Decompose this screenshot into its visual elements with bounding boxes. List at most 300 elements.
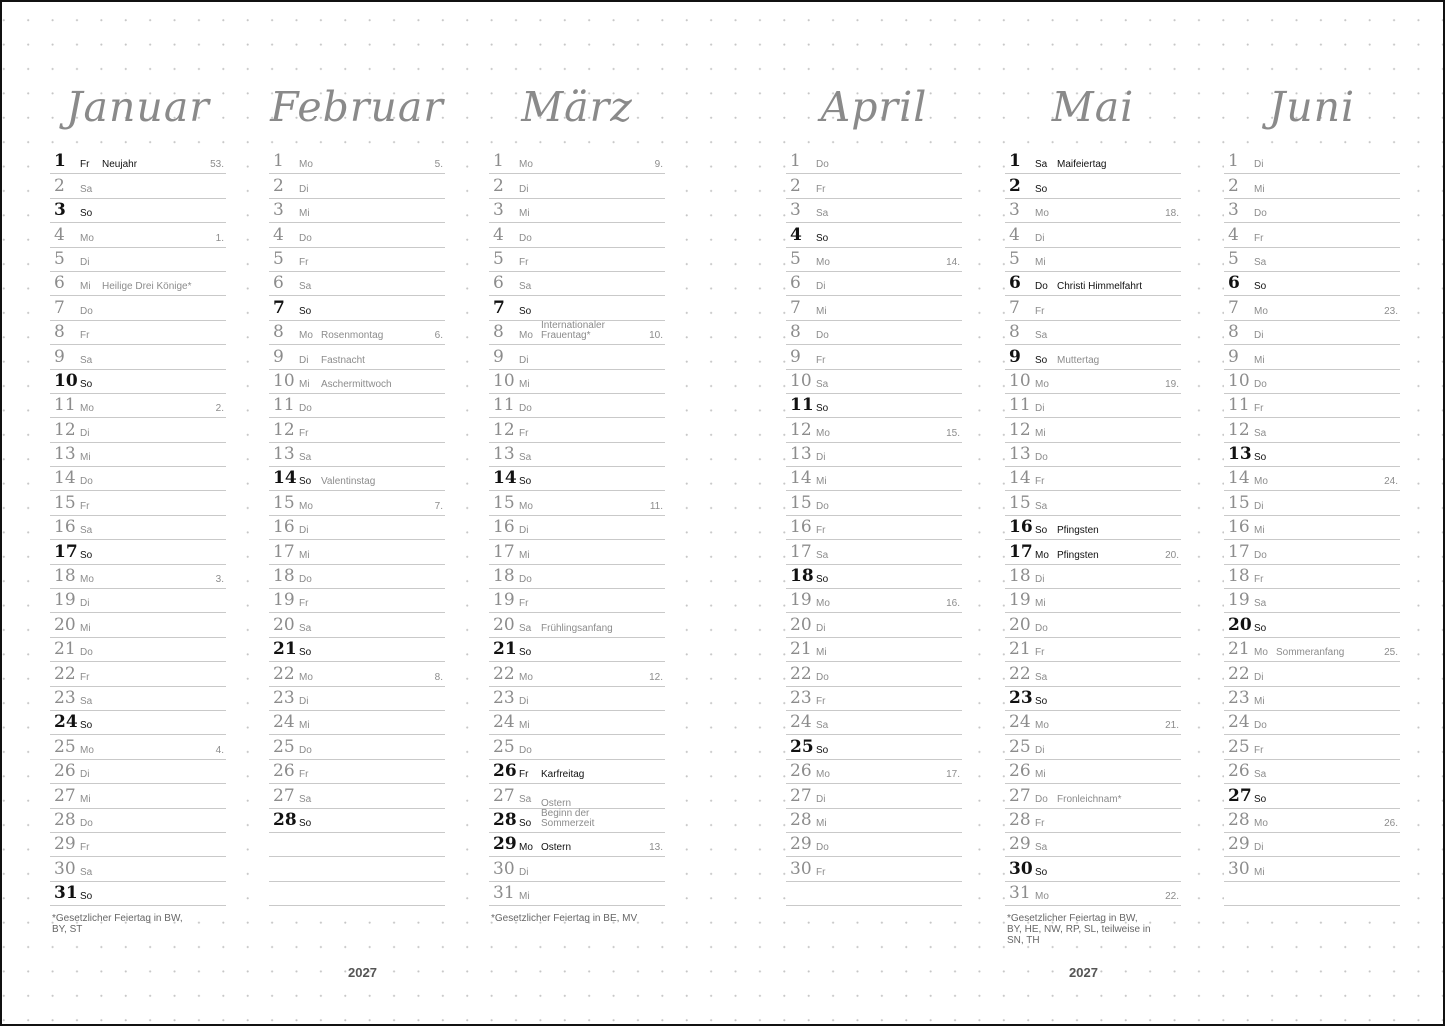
day-number: 9 [1228,346,1239,367]
weekday: Di [1254,500,1264,512]
day-number: 27 [54,785,76,806]
weekday: Di [80,769,90,781]
weekday: Mo [1254,647,1268,659]
week-number: 16. [946,598,960,610]
day-number: 22 [1228,663,1250,684]
weekday: Sa [816,208,829,220]
day-row [489,199,665,223]
day-row [50,882,226,906]
day-number: 3 [1009,200,1020,221]
weekday: Fr [1254,403,1264,415]
day-number: 15 [790,492,812,513]
week-number: 25. [1384,647,1398,659]
day-row [1005,882,1181,906]
weekday: Sa [299,622,312,634]
weekday: Mo [1035,891,1049,903]
day-row [1005,174,1181,198]
week-number: 19. [1165,378,1179,390]
day-number: 15 [493,492,515,513]
weekday: Di [80,598,90,610]
day-row [1224,687,1400,711]
day-number: 9 [1009,346,1021,367]
day-number: 13 [1228,444,1252,465]
weekday: Fr [80,842,90,854]
weekday: Mi [299,549,310,561]
day-number: 21 [790,639,812,660]
weekday: Mi [519,891,530,903]
day-number: 7 [273,297,285,318]
day-row [786,784,962,808]
day-number: 1 [1228,151,1239,172]
day-row [1224,613,1400,637]
week-number: 22. [1165,891,1179,903]
footnote-januar: *Gesetzlicher Feiertag in BW, BY, ST [52,913,183,935]
day-number: 6 [790,273,801,294]
day-row [1224,370,1400,394]
weekday: Do [519,232,532,244]
day-row [269,418,445,442]
day-row [1224,443,1400,467]
day-number: 7 [790,297,801,318]
week-number: 14. [946,256,960,268]
weekday: Mi [299,378,310,390]
day-number: 12 [273,419,295,440]
day-row [489,248,665,272]
weekday: So [519,305,532,317]
day-row [1224,857,1400,881]
day-row [50,760,226,784]
weekday: Fr [816,525,826,537]
day-row [50,223,226,247]
month-januar [50,62,226,904]
weekday: Sa [1035,500,1048,512]
day-row [50,735,226,759]
weekday: So [816,574,829,586]
day-row [1224,150,1400,174]
day-row [1224,223,1400,247]
weekday: Sa [299,793,312,805]
weekday: Mi [1035,769,1046,781]
holiday-label: Heilige Drei Könige* [102,281,192,293]
day-row [1224,345,1400,369]
day-row [50,467,226,491]
day-number: 20 [1228,614,1252,635]
day-row [786,370,962,394]
weekday: Mo [299,159,313,171]
weekday: So [816,403,829,415]
weekday: Do [1035,281,1048,293]
day-number: 15 [54,492,76,513]
day-row [1224,540,1400,564]
day-row [1005,540,1181,564]
day-number: 28 [54,809,76,830]
day-row [1224,394,1400,418]
weekday: Mi [80,793,91,805]
day-number: 4 [493,224,504,245]
weekday: Di [816,281,826,293]
weekday: Fr [816,183,826,195]
day-number: 6 [54,273,65,294]
day-number: 28 [273,809,297,830]
month-maerz [489,62,665,904]
day-number: 26 [1009,761,1031,782]
day-row [269,296,445,320]
weekday: Di [816,622,826,634]
day-row [1224,272,1400,296]
weekday: Do [519,574,532,586]
day-number: 12 [54,419,76,440]
weekday: Mo [80,232,94,244]
day-number: 26 [1228,761,1250,782]
day-number: 20 [273,614,295,635]
holiday-label: Muttertag [1057,354,1100,366]
week-number: 23. [1384,305,1398,317]
day-number: 31 [493,883,515,904]
holiday-label: Sommeranfang [1276,647,1345,659]
day-row [489,589,665,613]
day-row [786,638,962,662]
day-number: 22 [1009,663,1031,684]
day-row [786,223,962,247]
day-row [50,516,226,540]
day-number: 10 [790,370,812,391]
day-number: 15 [273,492,295,513]
day-row [50,711,226,735]
week-number: 4. [215,744,224,756]
day-row [269,687,445,711]
weekday: Fr [80,671,90,683]
day-row [1005,394,1181,418]
weekday: Sa [816,549,829,561]
day-number: 2 [493,175,504,196]
day-row [786,857,962,881]
footnote-maerz: *Gesetzlicher Feiertag in BE, MV [491,913,638,924]
weekday: Do [1035,793,1048,805]
day-row [50,784,226,808]
weekday: Mo [299,330,313,342]
month-title: Februar [270,83,444,131]
day-number: 18 [790,566,814,587]
weekday: Mo [519,842,533,854]
weekday: Fr [80,330,90,342]
day-row [1224,760,1400,784]
weekday: Sa [80,183,93,195]
day-row [50,199,226,223]
weekday: Mo [1254,476,1268,488]
day-number: 15 [1228,492,1250,513]
weekday: Sa [1035,330,1048,342]
weekday: Mo [80,574,94,586]
day-row [269,711,445,735]
week-number: 24. [1384,476,1398,488]
weekday: Do [299,574,312,586]
day-number: 16 [54,517,76,538]
day-row [786,760,962,784]
empty-row [1224,882,1400,906]
weekday: Sa [1254,427,1267,439]
month-april [786,62,962,879]
weekday: Do [1254,208,1267,220]
day-number: 26 [273,761,295,782]
day-row [50,443,226,467]
day-row [1224,589,1400,613]
day-number: 19 [54,590,76,611]
weekday: Mi [1035,427,1046,439]
weekday: Fr [519,256,529,268]
day-row [489,394,665,418]
weekday: Di [299,354,309,366]
day-number: 16 [493,517,515,538]
weekday: Fr [519,427,529,439]
day-number: 13 [273,444,295,465]
day-number: 25 [493,736,515,757]
day-number: 21 [273,639,297,660]
footnote-mai: *Gesetzlicher Feiertag in BW, BY, HE, NW, RP, SL, teilweise in SN, TH [1007,913,1151,946]
weekday: Di [1035,574,1045,586]
weekday: Do [816,842,829,854]
holiday-label: Fronleichnam* [1057,793,1122,805]
day-number: 3 [273,200,284,221]
day-number: 5 [1009,248,1020,269]
day-number: 29 [493,834,517,855]
day-row [1005,223,1181,247]
day-number: 28 [493,809,517,830]
day-number: 27 [790,785,812,806]
weekday: So [816,232,829,244]
day-row [50,809,226,833]
day-row [1005,370,1181,394]
weekday: Sa [519,793,532,805]
weekday: Sa [1035,842,1048,854]
weekday: Di [80,427,90,439]
day-row [489,223,665,247]
day-number: 19 [1009,590,1031,611]
day-number: 29 [1228,834,1250,855]
day-row [1224,296,1400,320]
day-row [269,272,445,296]
weekday: Mi [1254,525,1265,537]
day-number: 10 [493,370,515,391]
weekday: Do [80,647,93,659]
day-row [1005,662,1181,686]
weekday: Sa [519,281,532,293]
month-title: April [820,83,928,131]
weekday: Mo [80,403,94,415]
day-row [489,882,665,906]
day-row [50,687,226,711]
week-number: 3. [215,574,224,586]
day-row [786,516,962,540]
weekday: Sa [1035,671,1048,683]
weekday: Do [299,232,312,244]
day-number: 6 [273,273,284,294]
week-number: 6. [434,330,443,342]
day-number: 18 [1009,566,1031,587]
weekday: Mo [1035,720,1049,732]
day-number: 2 [54,175,65,196]
weekday: Fr [1254,574,1264,586]
day-row [269,809,445,833]
weekday: So [519,817,532,829]
day-number: 17 [54,541,78,562]
weekday: Mo [299,500,313,512]
weekday: Mo [816,256,830,268]
day-row [489,272,665,296]
day-row [489,467,665,491]
weekday: Di [816,793,826,805]
weekday: Mi [80,622,91,634]
day-row [1224,174,1400,198]
day-number: 8 [1228,322,1239,343]
day-number: 30 [54,858,76,879]
day-number: 9 [273,346,284,367]
day-number: 25 [1009,736,1031,757]
day-row [1005,516,1181,540]
day-row [269,613,445,637]
day-row [489,418,665,442]
day-number: 10 [54,370,78,391]
weekday: Fr [816,354,826,366]
week-number: 12. [649,671,663,683]
day-row [786,150,962,174]
holiday-label: Aschermittwoch [321,378,392,390]
weekday: Sa [816,720,829,732]
day-row [1005,467,1181,491]
weekday: Mo [816,427,830,439]
day-number: 22 [273,663,295,684]
day-number: 2 [273,175,284,196]
day-number: 16 [1228,517,1250,538]
day-number: 24 [273,712,295,733]
day-row [489,613,665,637]
day-number: 22 [790,663,812,684]
day-number: 7 [493,297,505,318]
weekday: Mo [80,744,94,756]
day-number: 6 [1228,273,1240,294]
day-row [50,321,226,345]
day-row [50,540,226,564]
day-number: 1 [1009,151,1021,172]
day-number: 14 [493,468,517,489]
day-number: 26 [54,761,76,782]
day-number: 20 [1009,614,1031,635]
day-row [786,833,962,857]
day-row [1224,711,1400,735]
day-row [1005,565,1181,589]
week-number: 18. [1165,208,1179,220]
weekday: Mo [1035,208,1049,220]
weekday: Sa [80,354,93,366]
day-number: 10 [1009,370,1031,391]
day-number: 19 [790,590,812,611]
day-number: 4 [54,224,65,245]
weekday: Di [1254,330,1264,342]
day-number: 23 [493,687,515,708]
weekday: Mi [1254,354,1265,366]
day-number: 4 [1228,224,1239,245]
weekday: Fr [80,159,90,171]
holiday-label: Pfingsten [1057,525,1099,537]
day-row [1005,491,1181,515]
day-number: 8 [54,322,65,343]
day-number: 27 [273,785,295,806]
day-number: 1 [54,151,66,172]
weekday: So [80,378,93,390]
day-number: 18 [493,566,515,587]
day-row [1005,735,1181,759]
weekday: Di [1254,842,1264,854]
day-row [489,491,665,515]
day-row [786,394,962,418]
day-row [269,760,445,784]
day-number: 21 [493,639,517,660]
day-number: 21 [1228,639,1250,660]
weekday: Do [1035,452,1048,464]
day-number: 31 [54,883,78,904]
day-row [50,248,226,272]
day-row [489,833,665,857]
day-number: 11 [493,395,515,416]
day-row [269,467,445,491]
day-row [1005,248,1181,272]
weekday: Mi [299,720,310,732]
weekday: Sa [299,452,312,464]
day-number: 11 [54,395,76,416]
day-row [489,565,665,589]
week-number: 11. [649,500,663,512]
day-row [269,735,445,759]
weekday: Di [519,354,529,366]
day-row [1005,760,1181,784]
weekday: Mi [1035,598,1046,610]
day-row [786,565,962,589]
day-row [1005,150,1181,174]
day-row [489,662,665,686]
day-row [269,370,445,394]
day-row [786,467,962,491]
day-number: 8 [790,322,801,343]
day-number: 11 [1009,395,1031,416]
day-row [50,296,226,320]
day-number: 18 [54,566,76,587]
day-number: 25 [273,736,295,757]
day-number: 8 [493,322,504,343]
weekday: Mo [816,769,830,781]
weekday: Mo [1254,305,1268,317]
day-number: 27 [1009,785,1031,806]
day-number: 13 [790,444,812,465]
day-row [50,662,226,686]
day-number: 20 [493,614,515,635]
weekday: Fr [299,427,309,439]
year-label-right: 2027 [1069,965,1098,980]
day-number: 13 [54,444,76,465]
day-row [786,296,962,320]
day-number: 23 [790,687,812,708]
day-row [786,248,962,272]
day-number: 6 [493,273,504,294]
day-number: 23 [273,687,295,708]
day-row [50,150,226,174]
holiday-label: Pfingsten [1057,549,1099,561]
day-row [50,394,226,418]
day-number: 14 [1009,468,1031,489]
day-row [1224,565,1400,589]
day-row [489,638,665,662]
holiday-label: Maifeiertag [1057,159,1107,171]
day-row [786,687,962,711]
day-row [489,540,665,564]
